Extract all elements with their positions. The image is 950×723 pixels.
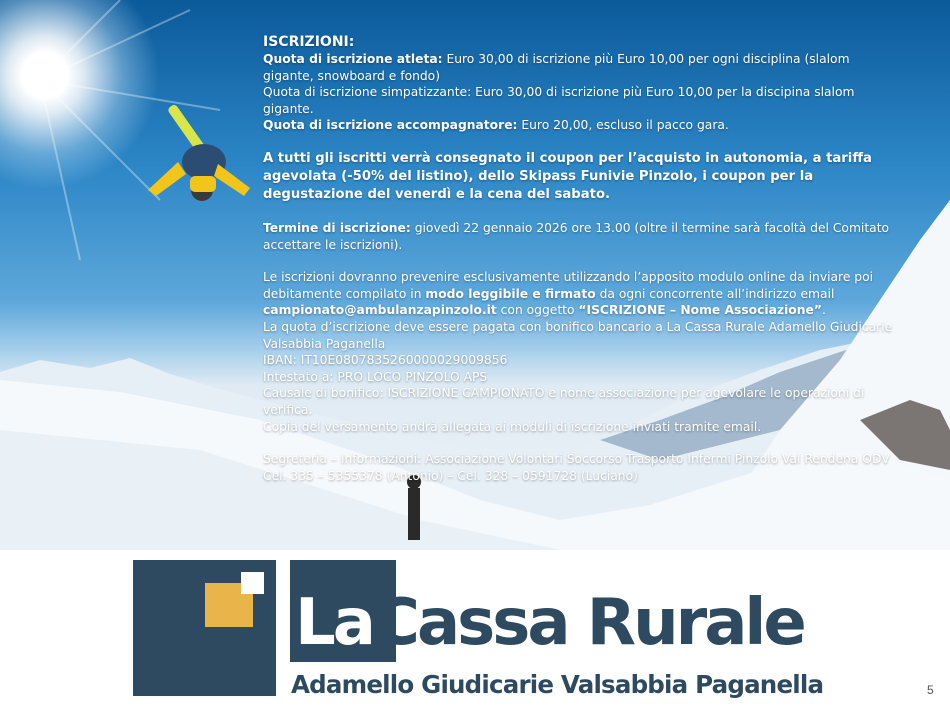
contacts-line-2: Cel. 335 – 5355378 (Antonio) – Cel. 328 – 0591728 (Luciano): [263, 468, 638, 483]
section-heading: ISCRIZIONI:: [263, 34, 355, 50]
account-holder: Intestato a: PRO LOCO PINZOLO APS: [263, 369, 488, 384]
logo-la: La: [295, 586, 373, 660]
athlete-fee-label: Quota di iscrizione atleta:: [263, 52, 443, 66]
payment-copy: Copia del versamento andrà allegata ai moduli di iscrizione inviati tramite email.: [263, 419, 762, 434]
companion-fee: [263, 117, 895, 134]
causal-label: Causale di bonifico: ISCRIZIONE CAMPIONATO: [263, 386, 545, 401]
registration-instructions: [263, 269, 895, 319]
snowboarder-illustration: [138, 92, 258, 222]
companion-fee-label: Quota di iscrizione accompagnatore:: [263, 118, 518, 133]
email-subject: “ISCRIZIONE – Nome Associazione”: [578, 303, 822, 318]
athlete-fee: [263, 51, 895, 84]
logo-subtitle: Adamello Giudicarie Valsabbia Paganella: [291, 670, 824, 699]
iban: IBAN: IT10E0807835260000029009856: [263, 353, 508, 368]
page-number: 5: [927, 683, 934, 697]
deadline-label: Termine di iscrizione:: [263, 220, 411, 235]
registration-after: da ogni concorrente all’indirizzo email: [595, 286, 835, 301]
supporter-fee-text: Quota di iscrizione simpatizzante: Euro 30,00 di iscrizione più Euro 10,00 per la discipina slalom gigante.: [263, 85, 855, 116]
subject-prefix: con oggetto: [496, 303, 579, 318]
causal-rest: e nome associazione per agevolare le operazioni di verifica.: [263, 386, 865, 417]
logo-white-square: [241, 572, 264, 594]
deadline-text: giovedì 22 gennaio 2026 ore 13.00 (oltre il termine sarà facoltà del Comitato accettare le iscrizioni).: [263, 220, 890, 252]
logo-wordmark: [295, 586, 804, 660]
email-link[interactable]: campionato@ambulanzapinzolo.it: [263, 303, 497, 318]
cassa-rurale-logo: [133, 560, 824, 702]
payment-causal: [263, 385, 895, 418]
registration-info: [263, 33, 895, 484]
companion-fee-text: Euro 20,00, escluso il pacco gara.: [517, 118, 729, 133]
payment-info: La quota d’iscrizione deve essere pagata con bonifico bancario a La Cassa Rurale Adamello Giudicarie Valsabbia Paganella: [263, 319, 893, 351]
athlete-fee-text: Euro 30,00 di iscrizione più Euro 10,00 per ogni disciplina (slalom gigante, snowboard e fondo): [263, 52, 850, 83]
supporter-fee: [263, 84, 895, 117]
registration-intro: Le iscrizioni dovranno prevenire esclusivamente utilizzando l’apposito modulo online da inviare poi debitamente compilato in: [263, 270, 874, 301]
registration-emphasis: modo leggibile e firmato: [425, 286, 596, 301]
deadline: [263, 220, 895, 253]
logo-name: Cassa Rurale: [372, 586, 804, 660]
subject-end: .: [821, 303, 826, 318]
coupon-notice: A tutti gli iscritti verrà consegnato il coupon per l’acquisto in autonomia, a tariffa agevolata (-50% del listino), dello Skipass Funivie Pinzolo, i coupon per la degustazione del venerdì e la cena del sabato.: [263, 150, 872, 202]
contacts-line-1: Segreteria – Informazioni: Associazione Volontari Soccorso Trasporto Infermi Pinzolo Val Rendena ODV: [263, 452, 890, 467]
